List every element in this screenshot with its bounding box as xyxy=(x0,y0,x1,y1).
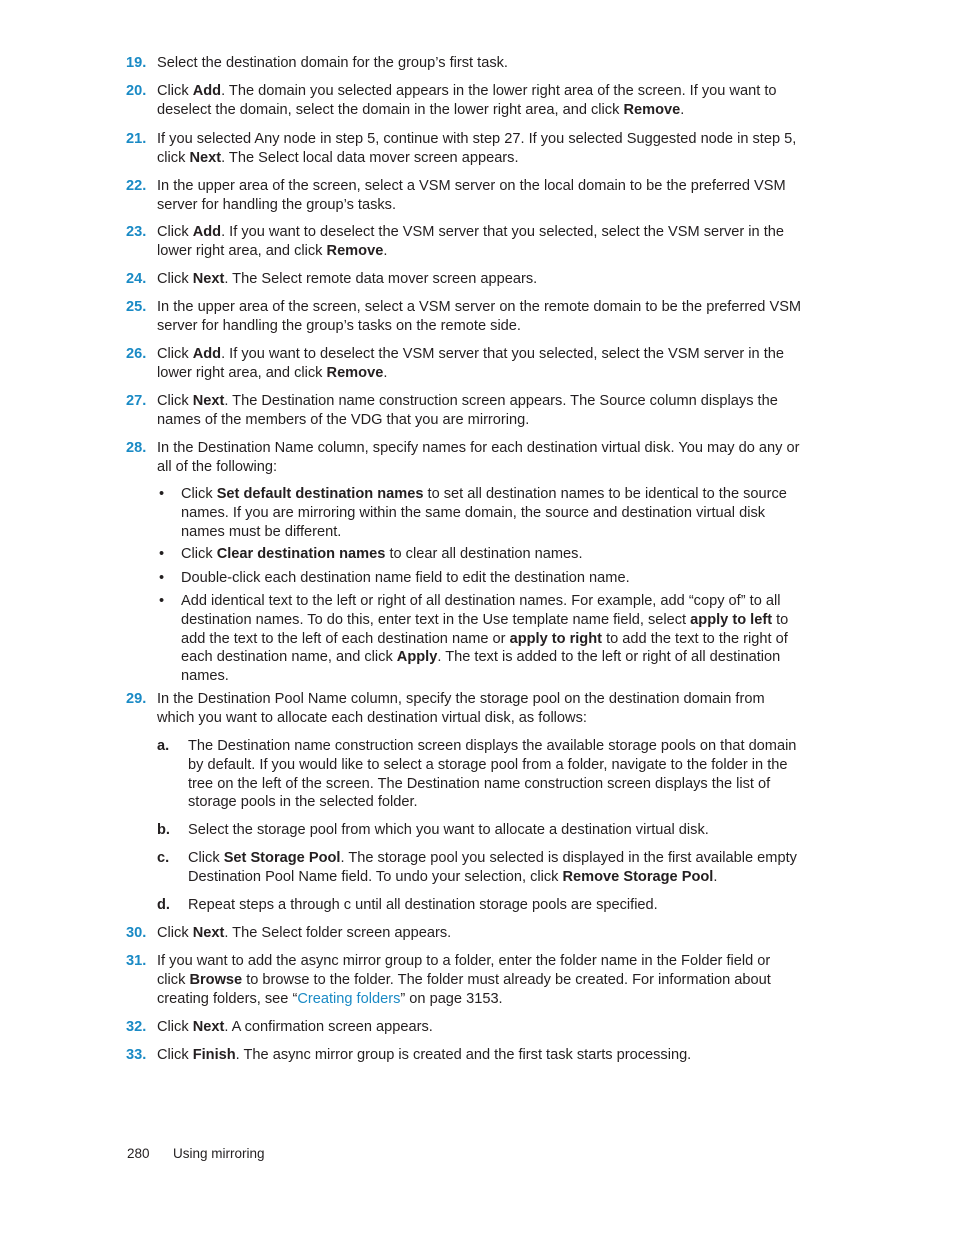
creating-folders-link[interactable]: Creating folders xyxy=(297,990,401,1007)
bullet-mark: • xyxy=(159,570,165,586)
step-31 xyxy=(126,952,806,1008)
step-number: 22. xyxy=(126,178,147,194)
step-text: Click Add. If you want to deselect the VSM server that you selected, select the VSM server in the lower right area, and click Remove. xyxy=(157,346,785,381)
step-text: If you selected Any node in step 5, continue with step 27. If you selected Suggested node in step 5, click Next. The Select local data mover screen appears. xyxy=(157,131,797,166)
step-number: 21. xyxy=(126,131,147,147)
bullet-mark: • xyxy=(159,486,165,502)
substep-a xyxy=(157,737,807,812)
ui-term-set-default-destination-names: Set default destination names xyxy=(216,486,424,502)
step-27 xyxy=(126,392,806,430)
step-text: Click Finish. The async mirror group is created and the first task starts processing. xyxy=(157,1047,692,1063)
step-19 xyxy=(126,54,806,73)
step-text: In the upper area of the screen, select a VSM server on the remote domain to be the preferred VSM server for handling the group’s tasks on the remote side. xyxy=(157,299,802,334)
step-number: 29. xyxy=(126,691,147,707)
step-33 xyxy=(126,1046,806,1065)
step-21 xyxy=(126,130,806,168)
step-text: In the upper area of the screen, select a VSM server on the local domain to be the preferred VSM server for handling the group’s tasks. xyxy=(157,178,786,213)
ui-term-remove-storage-pool: Remove Storage Pool xyxy=(562,868,714,885)
step-28 xyxy=(126,439,806,477)
step-text: Click Next. The Destination name construction screen appears. The Source column displays the names of the members of the VDG that you are mirroring. xyxy=(157,393,778,428)
step-number: 33. xyxy=(126,1047,147,1063)
step-text: If you want to add the async mirror group to a folder, enter the folder name in the Folder field or click Browse to browse to the folder. The folder must already be created. For information about creating folders, see “Creating folders” on page 3153. xyxy=(157,953,771,1007)
step-text: Click Next. The Select folder screen appears. xyxy=(157,925,452,941)
bullet-text: Add identical text to the left or right of all destination names. For example, add “copy of” to all destination names. To do this, enter text in the Use template name field, select apply to left to add the text to the left of each destination name or apply to right to add the text to the right of each destination name, and click Apply. The text is added to the left or right of all destination names. xyxy=(181,593,789,685)
step-number: 32. xyxy=(126,1019,147,1035)
substep-text: The Destination name construction screen displays the available storage pools on that domain by default. If you would like to select a storage pool from a folder, navigate to the folder in the tree on the left of the screen. The Destination name construction screen displays the list of storage pools in the selected folder. xyxy=(188,738,797,811)
page-footer xyxy=(127,1145,265,1164)
ui-term-remove: Remove xyxy=(326,242,384,259)
bullet-text: Click Set default destination names to set all destination names to be identical to the source names. If you are mirroring within the same domain, the source and destination virtual disk names must be different. xyxy=(181,486,787,540)
step-20 xyxy=(126,82,806,120)
step-30 xyxy=(126,924,806,943)
bullet-clear-names xyxy=(157,545,802,564)
step-number: 25. xyxy=(126,299,147,315)
step-32 xyxy=(126,1018,806,1037)
ui-term-remove: Remove xyxy=(623,101,681,118)
step-number: 19. xyxy=(126,55,147,71)
step-text: In the Destination Pool Name column, specify the storage pool on the destination domain from which you want to allocate each destination virtual disk, as follows: xyxy=(157,691,765,726)
step-text: Select the destination domain for the group’s first task. xyxy=(157,55,508,71)
substep-text: Select the storage pool from which you want to allocate a destination virtual disk. xyxy=(188,822,709,838)
step-26 xyxy=(126,345,806,383)
substep-d xyxy=(157,896,807,915)
ui-term-browse: Browse xyxy=(189,971,243,988)
substep-letter: c. xyxy=(157,850,170,866)
step-number: 30. xyxy=(126,925,147,941)
step-text: Click Next. A confirmation screen appears. xyxy=(157,1019,433,1035)
substep-b xyxy=(157,821,807,840)
bullet-text: Click Clear destination names to clear all destination names. xyxy=(181,546,583,562)
substep-text: Repeat steps a through c until all destination storage pools are specified. xyxy=(188,897,658,913)
step-number: 26. xyxy=(126,346,147,362)
ui-term-add: Add xyxy=(192,346,222,362)
step-number: 27. xyxy=(126,393,147,409)
bullet-text: Double-click each destination name field to edit the destination name. xyxy=(181,570,630,586)
step-25 xyxy=(126,298,806,336)
step-23 xyxy=(126,223,806,261)
bullet-mark: • xyxy=(159,593,165,609)
ui-term-remove: Remove xyxy=(326,364,384,381)
substep-letter: a. xyxy=(157,738,170,754)
substep-text: Click Set Storage Pool. The storage pool you selected is displayed in the first available empty Destination Pool Name field. To undo your selection, click Remove Storage Pool. xyxy=(188,850,797,885)
ui-term-next: Next xyxy=(189,149,222,166)
page-number: 280 xyxy=(127,1146,150,1161)
ui-term-clear-destination-names: Clear destination names xyxy=(216,546,386,562)
step-number: 24. xyxy=(126,271,147,287)
substep-c xyxy=(157,849,807,887)
step-24 xyxy=(126,270,806,289)
ui-term-next: Next xyxy=(192,925,225,941)
ui-term-next: Next xyxy=(192,1019,225,1035)
step-22 xyxy=(126,177,806,215)
substep-letter: d. xyxy=(157,897,170,913)
substep-letter: b. xyxy=(157,822,170,838)
ui-term-apply-to-right: apply to right xyxy=(509,630,603,647)
step-number: 28. xyxy=(126,440,147,456)
bullet-mark: • xyxy=(159,546,165,562)
step-number: 23. xyxy=(126,224,147,240)
bullet-add-identical-text xyxy=(157,592,802,686)
bullet-double-click xyxy=(157,569,802,588)
bullet-set-default-names xyxy=(157,485,802,541)
step-29 xyxy=(126,690,806,728)
ui-term-set-storage-pool: Set Storage Pool xyxy=(223,850,341,866)
step-text: Click Add. If you want to deselect the VSM server that you selected, select the VSM server in the lower right area, and click Remove. xyxy=(157,224,785,259)
ui-term-apply-to-left: apply to left xyxy=(690,611,773,628)
ui-term-add: Add xyxy=(192,83,222,99)
section-title: Using mirroring xyxy=(173,1146,265,1161)
ui-term-add: Add xyxy=(192,224,222,240)
ui-term-next: Next xyxy=(192,271,225,287)
step-text: Click Add. The domain you selected appears in the lower right area of the screen. If you want to deselect the domain, select the domain in the lower right area, and click Remove. xyxy=(157,83,777,118)
step-text: Click Next. The Select remote data mover screen appears. xyxy=(157,271,538,287)
ui-term-finish: Finish xyxy=(192,1047,236,1063)
ui-term-next: Next xyxy=(192,393,225,409)
step-number: 31. xyxy=(126,953,147,969)
step-number: 20. xyxy=(126,83,147,99)
ui-term-apply: Apply xyxy=(396,649,438,666)
step-text: In the Destination Name column, specify names for each destination virtual disk. You may do any or all of the following: xyxy=(157,440,800,475)
